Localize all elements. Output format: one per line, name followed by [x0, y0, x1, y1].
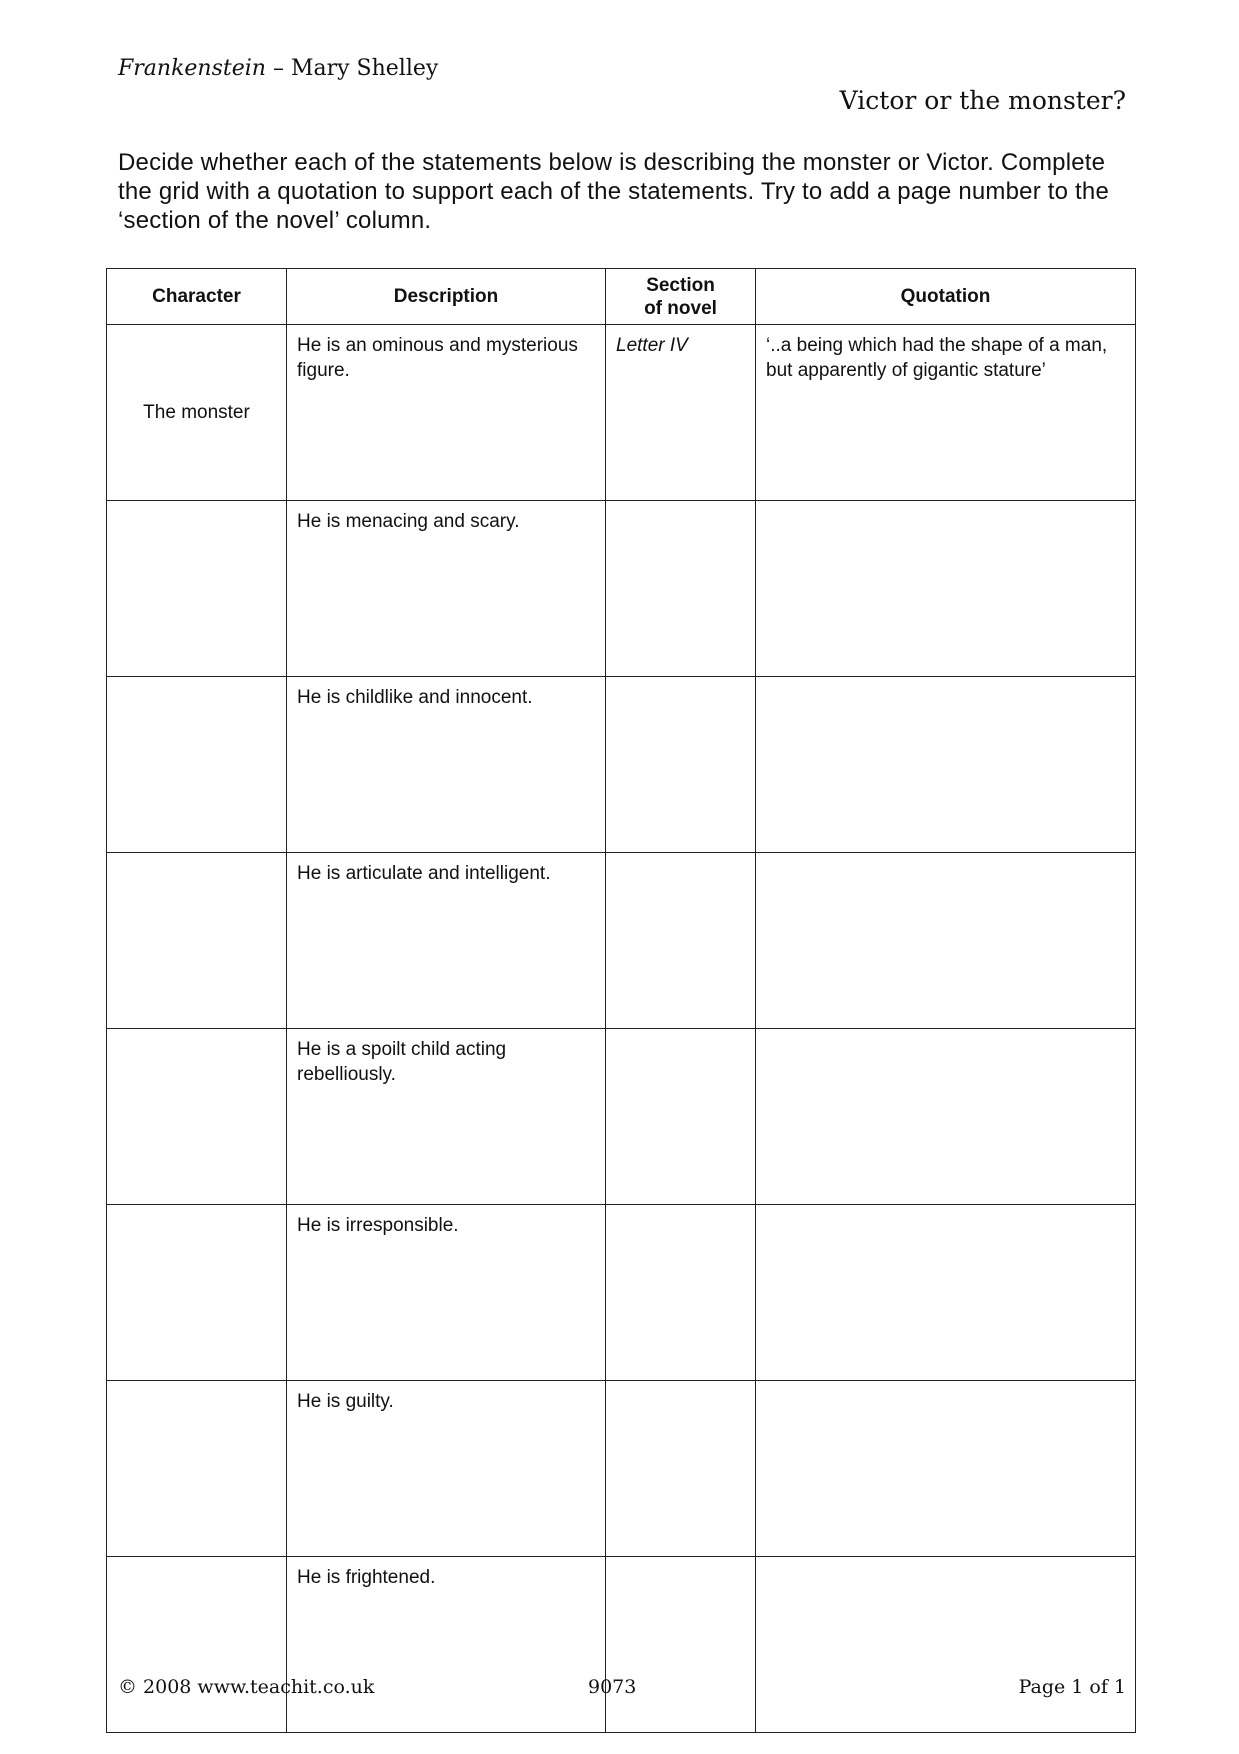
description-cell: He is a spoilt child acting rebelliously. — [287, 1029, 606, 1205]
table-row — [107, 1557, 1136, 1733]
character-cell[interactable] — [107, 677, 287, 853]
character-cell[interactable] — [107, 1381, 287, 1557]
document-title — [118, 56, 438, 81]
quotation-cell[interactable] — [756, 1557, 1136, 1733]
description-cell: He is articulate and intelligent. — [287, 853, 606, 1029]
character-cell[interactable] — [107, 1029, 287, 1205]
section-header-line1: Section — [646, 274, 715, 296]
worksheet-grid — [106, 268, 1136, 1733]
quotation-cell[interactable] — [756, 501, 1136, 677]
character-cell[interactable] — [107, 1205, 287, 1381]
section-cell[interactable] — [606, 501, 756, 677]
table-row — [107, 853, 1136, 1029]
author: – Mary Shelley — [265, 56, 439, 81]
section-cell[interactable] — [606, 1381, 756, 1557]
quotation-cell[interactable]: ‘..a being which had the shape of a man, but apparently of gigantic stature’ — [756, 325, 1136, 501]
table-row — [107, 1029, 1136, 1205]
character-cell[interactable]: The monster — [107, 325, 287, 501]
section-cell[interactable] — [606, 677, 756, 853]
description-cell: He is menacing and scary. — [287, 501, 606, 677]
column-header-character: Character — [107, 269, 287, 325]
quotation-cell[interactable] — [756, 1381, 1136, 1557]
character-cell[interactable] — [107, 1557, 287, 1733]
section-cell[interactable] — [606, 1557, 756, 1733]
quotation-cell[interactable] — [756, 853, 1136, 1029]
footer-copyright: © 2008 www.teachit.co.uk — [118, 1676, 375, 1698]
character-cell[interactable] — [107, 853, 287, 1029]
section-cell[interactable]: Letter IV — [606, 325, 756, 501]
instructions: Decide whether each of the statements below is describing the monster or Victor. Complete the grid with a quotation to support each of the statements. Try to add a page number to the ‘section of the novel’ column. — [118, 149, 1110, 234]
description-cell: He is irresponsible. — [287, 1205, 606, 1381]
description-cell: He is childlike and innocent. — [287, 677, 606, 853]
quotation-cell[interactable] — [756, 1205, 1136, 1381]
quotation-cell[interactable] — [756, 1029, 1136, 1205]
novel-title: Frankenstein — [118, 56, 266, 81]
worksheet-title: Victor or the monster? — [839, 86, 1126, 115]
table-row — [107, 501, 1136, 677]
footer-code: 9073 — [588, 1676, 637, 1698]
table-row — [107, 1381, 1136, 1557]
footer-page-number: Page 1 of 1 — [1018, 1676, 1126, 1698]
section-cell[interactable] — [606, 1029, 756, 1205]
section-cell[interactable] — [606, 853, 756, 1029]
table-row — [107, 677, 1136, 853]
character-cell[interactable] — [107, 501, 287, 677]
table-row — [107, 325, 1136, 501]
description-cell: He is an ominous and mysterious figure. — [287, 325, 606, 501]
section-cell[interactable] — [606, 1205, 756, 1381]
column-header-quotation: Quotation — [756, 269, 1136, 325]
description-cell: He is frightened. — [287, 1557, 606, 1733]
table-row — [107, 1205, 1136, 1381]
column-header-description: Description — [287, 269, 606, 325]
column-header-section — [606, 269, 756, 325]
description-cell: He is guilty. — [287, 1381, 606, 1557]
section-header-line2: of novel — [644, 297, 717, 319]
quotation-cell[interactable] — [756, 677, 1136, 853]
header-row — [107, 269, 1136, 325]
